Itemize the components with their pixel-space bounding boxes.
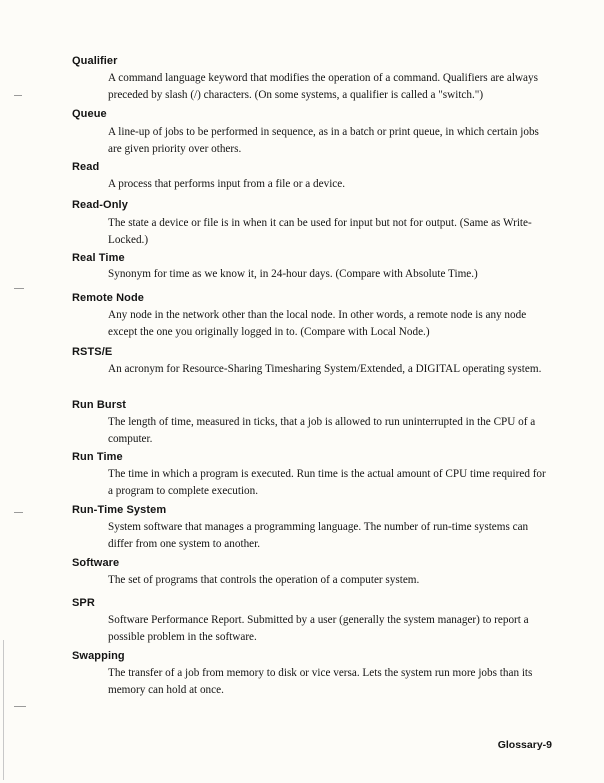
entry-term: RSTS/E — [72, 346, 113, 358]
entry-definition: The state a device or file is in when it can be used for input but not for output. (Same as Write-Locked.) — [108, 217, 532, 246]
entry-term: Remote Node — [72, 292, 144, 304]
entry-term: Read-Only — [72, 199, 128, 211]
entry-term: Read — [72, 161, 100, 173]
entry-definition: System software that manages a programming language. The number of run-time systems can differ from one system to another. — [108, 521, 529, 550]
entry-term: Run Burst — [72, 399, 127, 411]
entry-definition: The time in which a program is executed. Run time is the actual amount of CPU time required for a program to complete execution. — [108, 468, 546, 497]
entry-definition: The transfer of a job from memory to disk or vice versa. Lets the system run more jobs than its memory can hold at once. — [108, 667, 533, 696]
scan-mark — [14, 95, 22, 96]
scan-mark — [14, 706, 26, 707]
scan-edge — [3, 640, 4, 780]
entry-definition: A process that performs input from a file or a device. — [108, 178, 346, 190]
entry-definition: Synonym for time as we know it, in 24-hour days. (Compare with Absolute Time.) — [108, 268, 478, 280]
entry-definition: Software Performance Report. Submitted by a user (generally the system manager) to report a possible problem in the software. — [108, 614, 529, 643]
entry-definition: The set of programs that controls the operation of a computer system. — [108, 574, 420, 586]
page-number: Glossary-9 — [497, 739, 552, 751]
entry-term: Queue — [72, 108, 107, 120]
scan-mark — [14, 288, 24, 289]
entry-definition: The length of time, measured in ticks, that a job is allowed to run uninterrupted in the CPU of a computer. — [108, 416, 536, 445]
entry-definition: An acronym for Resource-Sharing Timesharing System/Extended, a DIGITAL operating system. — [108, 363, 542, 375]
entry-definition: Any node in the network other than the local node. In other words, a remote node is any node except the one you originally logged in to. (Compare with Local Node.) — [108, 309, 527, 338]
entry-term: SPR — [72, 597, 95, 609]
entry-term: Swapping — [72, 650, 125, 662]
entry-definition: A line-up of jobs to be performed in sequence, as in a batch or print queue, in which certain jobs are given priority over others. — [108, 126, 539, 155]
entry-term: Real Time — [72, 252, 125, 264]
entry-term: Run-Time System — [72, 504, 167, 516]
entry-term: Run Time — [72, 451, 123, 463]
entry-definition: A command language keyword that modifies the operation of a command. Qualifiers are always preceded by slash (/) characters. (On some systems, a qualifier is called a "switch.") — [108, 72, 538, 101]
entry-term: Qualifier — [72, 55, 118, 67]
scan-mark — [14, 512, 23, 513]
entry-term: Software — [72, 557, 120, 569]
